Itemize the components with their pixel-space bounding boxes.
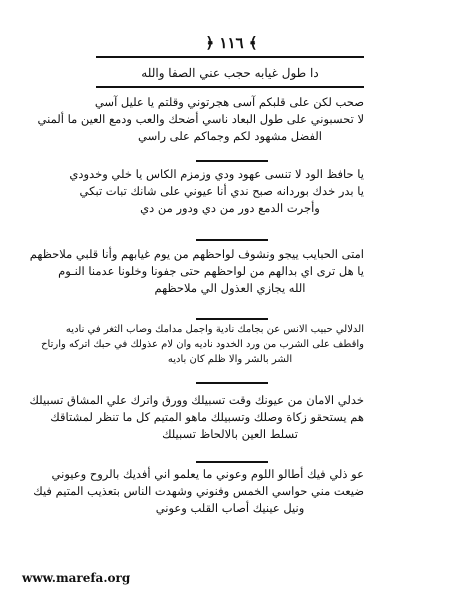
- stanza-divider: [196, 239, 268, 241]
- stanza-line: الله يجازي العذول الي ملاحظهم: [154, 281, 306, 295]
- poem-stanza-3: [29, 246, 364, 297]
- stanza-line: هم يستحقو زكاة وصلك وتسبيلك ماهو المتيم كل ما تنظر لمشتاقك: [50, 410, 364, 424]
- header-rule: [96, 56, 364, 58]
- poem-stanza-4: [41, 322, 364, 367]
- stanza-line: خدلي الامان من عيونك وقت تسبيلك وورق واترك علي المشاق تسبيلك: [29, 393, 364, 407]
- stanza-line: امتى الحبايب ييجو ونشوف لواحظهم من يوم غيابهم وأنا قلبي ملاحظهم: [29, 247, 364, 261]
- poem-stanza-6: [33, 466, 364, 517]
- stanza-line: يا هل ترى اي بدالهم من لواحظهم حتى جفونا وخلونا عدمنا النـوم: [58, 264, 364, 278]
- page-title: دا طول غيابه حجب عني الصفا والله: [141, 66, 319, 80]
- stanza-line: عو ذلي فيك أطالو اللوم وعوني ما يعلمو اني أفديك بالروح وعيوني: [51, 467, 364, 481]
- stanza-divider: [196, 382, 268, 384]
- stanza-line: الدلالي حبيب الانس عن بجامك نادية واجمل مدامك وصاب الثغر في ناديه: [65, 324, 364, 335]
- stanza-line: ونيل عينيك أصاب القلب وعوني: [155, 501, 305, 515]
- stanza-divider: [196, 318, 268, 320]
- stanza-line: صحب لكن على قلبكم آسى هجرتوني وقلتم يا عليل آسي: [94, 95, 364, 109]
- stanza-line: وأجرت الدمع دور من دي ودور من دي: [140, 201, 320, 215]
- poem-stanza-2: [69, 166, 364, 217]
- stanza-line: ضيعت مني حواسي الخمس وفنوني وشهدت الناس بتعذيب المتيم فيك: [33, 484, 364, 498]
- stanza-line: الشر بالشر والا ظلم كان باديه: [167, 354, 293, 365]
- stanza-line: يا بدر خدك بوردانه صبح ندي أنا عيوني على شانك تبات تبكي: [79, 184, 364, 198]
- poem-stanza-5: [29, 392, 364, 443]
- poem-stanza-1: [37, 94, 364, 145]
- stanza-line: الفضل مشهود لكم وجماكم على راسي: [138, 129, 322, 143]
- stanza-line: يا حافظ الود لا تنسى عهود ودي وزمزم الكاس يا خلي وخدودي: [69, 167, 364, 181]
- page-number: ﴿ ١١٦ ﴾: [205, 34, 258, 52]
- stanza-divider: [196, 160, 268, 162]
- stanza-divider: [196, 461, 268, 463]
- stanza-line: لا تحسبوني على طول البعاد ناسي أضحك والعب ودمع العين ما ألمني: [37, 112, 364, 126]
- stanza-line: واقطف على الشرب من ورد الخدود ناديه وان لام عذولك في حبك اتركه وارتاح: [41, 339, 364, 350]
- stanza-line: تسلط العين بالالحاظ تسبيلك: [162, 427, 298, 441]
- footer-watermark: www.marefa.org: [22, 571, 131, 585]
- title-rule: [96, 86, 364, 88]
